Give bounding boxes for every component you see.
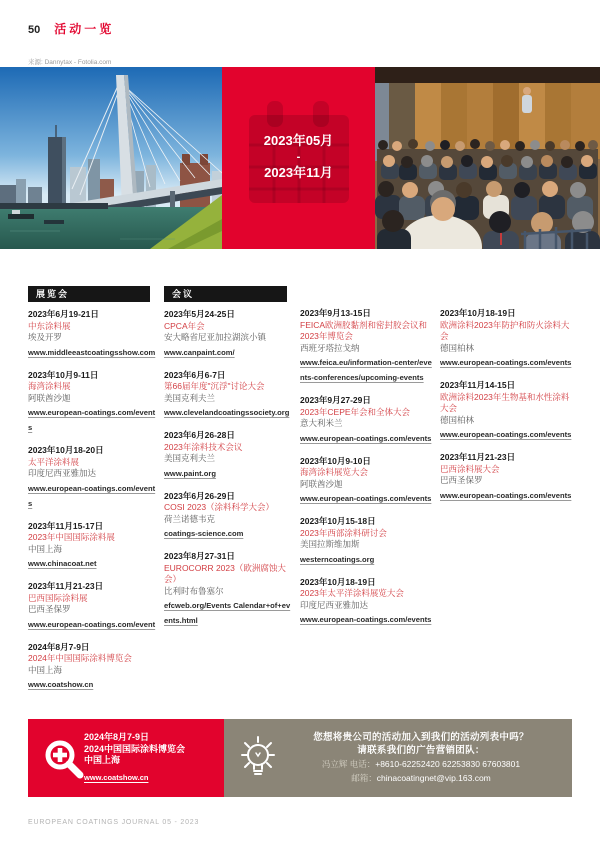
event-location: 印度尼西亚雅加达 [300, 599, 369, 610]
event-title: 2023年西部涂料研讨会 [300, 527, 387, 538]
event-entry [164, 551, 292, 627]
promo-name: 2024中国国际涂料博览会 [84, 743, 186, 754]
page-title: 活动一览 [54, 22, 115, 36]
event-location: 意大利米兰 [300, 418, 343, 428]
event-entry [300, 395, 432, 445]
event-date: 2023年10月18-20日 [28, 445, 104, 455]
event-location: 阿联酋沙迦 [28, 392, 71, 403]
hero-date-block [222, 67, 375, 249]
event-entry [440, 452, 572, 502]
event-url-link[interactable]: efcweb.org/Events Calendar+of+events.html [164, 601, 291, 625]
page-header [28, 20, 114, 37]
event-title: 巴西涂料展大会 [440, 463, 500, 474]
event-location: 德国柏林 [440, 414, 475, 425]
event-url-link[interactable]: www.coatshow.cn [28, 680, 94, 689]
event-date: 2023年11月21-23日 [440, 452, 516, 462]
event-url-link[interactable]: www.european-coatings.com/events [440, 490, 572, 500]
event-title: COSI 2023（涂料科学大会） [164, 502, 275, 512]
event-location: 比利时布鲁塞尔 [164, 585, 224, 596]
event-url-link[interactable]: www.middleeastcoatingsshow.com [28, 347, 156, 357]
event-title: 2023年CEPE年会和全体大会 [300, 406, 411, 417]
event-location: 美国拉斯维加斯 [300, 539, 360, 549]
event-location: 巴西圣保罗 [28, 604, 71, 614]
event-date: 2023年10月9-10日 [300, 455, 371, 466]
event-location: 德国柏林 [440, 342, 475, 353]
event-url-link[interactable]: www.european-coatings.com/events [28, 483, 156, 508]
magnifier-plus-icon [42, 737, 84, 779]
event-entry [164, 430, 292, 480]
event-url-link[interactable]: www.european-coatings.com/events [300, 433, 432, 443]
event-entry [28, 309, 156, 359]
event-location: 印度尼西亚雅加达 [28, 468, 97, 478]
event-title: 2023年太平洋涂料展览大会 [300, 588, 404, 598]
event-location: 美国克利夫兰 [164, 392, 216, 403]
event-entry [28, 581, 156, 631]
hero-date-range [222, 133, 375, 181]
column-conferences-2 [300, 308, 432, 637]
event-date: 2023年9月13-15日 [300, 308, 371, 318]
event-entry [300, 577, 432, 627]
event-date: 2023年10月18-19日 [440, 308, 516, 318]
hero-photo-audience [375, 67, 600, 249]
audience-illustration [375, 67, 600, 249]
event-location: 阿联酋沙迦 [300, 478, 343, 489]
event-title: 巴西国际涂料展 [28, 592, 88, 603]
event-date: 2023年6月19-21日 [28, 309, 99, 319]
column-conferences [164, 286, 292, 638]
event-date: 2023年9月27-29日 [300, 395, 371, 405]
event-title: 欧洲涂料2023年生物基和水性涂料大会 [440, 391, 570, 413]
event-date: 2023年11月14-15日 [440, 380, 516, 390]
event-entry [300, 456, 432, 506]
event-location: 安大略省尼亚加拉湖滨小镇 [164, 332, 267, 342]
lightbulb-icon [234, 733, 282, 785]
event-title: 2023年中国国际涂料展 [28, 532, 115, 542]
contact-cta: 请联系我们的广告营销团队： [357, 745, 485, 756]
event-entry [440, 308, 572, 369]
event-date: 2023年11月15-17日 [28, 520, 104, 531]
event-entry [300, 516, 432, 566]
event-title: CPCA年会 [164, 320, 205, 331]
event-url-link[interactable]: www.european-coatings.com/events [300, 615, 432, 624]
event-entry [440, 380, 572, 441]
event-entry [164, 370, 292, 420]
promo-date: 2024年8月7-9日 [84, 732, 150, 742]
event-title: EUROCORR 2023（欧洲腐蚀大会） [164, 562, 286, 584]
section-header-conferences: 会议 [164, 286, 287, 302]
event-title: 2024年中国国际涂料博览会 [28, 653, 132, 663]
journal-footer: EUROPEAN COATINGS JOURNAL 05 - 2023 [28, 819, 200, 826]
event-title: 太平洋涂料展 [28, 456, 80, 467]
promo-banner [28, 719, 572, 797]
event-url-link[interactable]: coatings-science.com [164, 529, 244, 538]
event-entry [300, 308, 432, 384]
date-range-separator: - [296, 151, 301, 163]
promo-text [84, 732, 185, 785]
promo-location: 中国上海 [84, 755, 121, 765]
event-date: 2023年8月27-31日 [164, 551, 235, 561]
contact-text [280, 731, 562, 785]
event-url-link[interactable]: www.chinacoat.net [28, 559, 97, 568]
event-date: 2023年11月21-23日 [28, 581, 104, 591]
event-url-link[interactable]: www.canpaint.com/ [164, 347, 235, 357]
event-url-link[interactable]: www.feica.eu/information-center/events-conferences/upcoming-events [300, 358, 432, 382]
event-location: 中国上海 [28, 543, 63, 554]
event-date: 2023年6月26-28日 [164, 430, 235, 440]
event-title: 欧洲涂料2023年防护和防火涂料大会 [440, 319, 570, 341]
section-header-exhibitions: 展览会 [28, 286, 150, 302]
photo-credit: 来源: Dannytax - Fotolia.com [28, 59, 112, 66]
contact-email-label: 邮箱： [351, 773, 377, 783]
event-entry [28, 370, 156, 435]
event-title: 2023年涂料技术会议 [164, 441, 243, 452]
event-entry [28, 642, 156, 692]
hero-photo-cityscape [0, 67, 222, 249]
event-url-link[interactable]: www.european-coatings.com/event [28, 619, 156, 629]
event-url-link[interactable]: www.paint.org [164, 468, 217, 478]
column-conferences-3 [440, 308, 572, 513]
event-title: 海湾涂料展 [28, 381, 71, 391]
event-entry [28, 521, 156, 571]
event-entry [164, 491, 292, 541]
event-url-link[interactable]: www.clevelandcoatingssociety.org [164, 408, 290, 417]
event-title: 中东涂料展 [28, 320, 71, 331]
event-url-link[interactable]: www.european-coatings.com/events [300, 494, 432, 503]
event-date: 2023年10月18-19日 [300, 576, 376, 587]
event-location: 埃及开罗 [28, 332, 63, 342]
promo-url-link[interactable]: www.coatshow.cn [84, 772, 149, 782]
contact-phone-label: 冯立辉 电话： [321, 759, 376, 769]
event-title: FEICA欧洲胶黏剂和密封胶会议和2023年博览会 [300, 319, 428, 341]
contact-email[interactable]: chinacoatingnet@vip.163.com [376, 773, 491, 783]
column-exhibitions [28, 286, 156, 702]
event-entry [28, 445, 156, 510]
event-location: 巴西圣保罗 [440, 475, 483, 485]
event-date: 2023年10月15-18日 [300, 516, 376, 526]
event-url-link[interactable]: westerncoatings.org [300, 554, 375, 564]
event-date: 2024年8月7-9日 [28, 641, 90, 652]
contact-gray-block [224, 719, 572, 797]
event-title: 海湾涂料展览大会 [300, 467, 369, 477]
promo-red-block [28, 719, 224, 797]
event-date: 2023年6月6-7日 [164, 369, 226, 380]
event-location: 美国克利夫兰 [164, 453, 216, 463]
event-title: 第66届年度"沉浮"讨论大会 [164, 381, 265, 391]
date-range-end: 2023年11月 [264, 165, 333, 180]
hero-strip [0, 67, 600, 249]
event-url-link[interactable]: www.european-coatings.com/events [440, 358, 572, 367]
cityscape-illustration [0, 67, 222, 249]
event-date: 2023年10月9-11日 [28, 369, 99, 380]
contact-phone-numbers: +8610-62252420 62253830 67603801 [375, 759, 521, 769]
page-number: 50 [28, 24, 41, 36]
contact-question: 您想将贵公司的活动加入到我们的活动列表中吗？ [313, 732, 529, 743]
event-entry [164, 309, 292, 359]
event-location: 西班牙塔拉戈纳 [300, 342, 360, 353]
date-range-start: 2023年05月 [263, 133, 334, 148]
event-date: 2023年5月24-25日 [164, 309, 235, 319]
event-url-link[interactable]: www.european-coatings.com/events [28, 408, 156, 432]
event-url-link[interactable]: www.european-coatings.com/events [440, 430, 572, 439]
event-location: 中国上海 [28, 664, 63, 675]
event-date: 2023年6月26-29日 [164, 490, 235, 501]
event-location: 荷兰诺德韦克 [164, 513, 216, 524]
